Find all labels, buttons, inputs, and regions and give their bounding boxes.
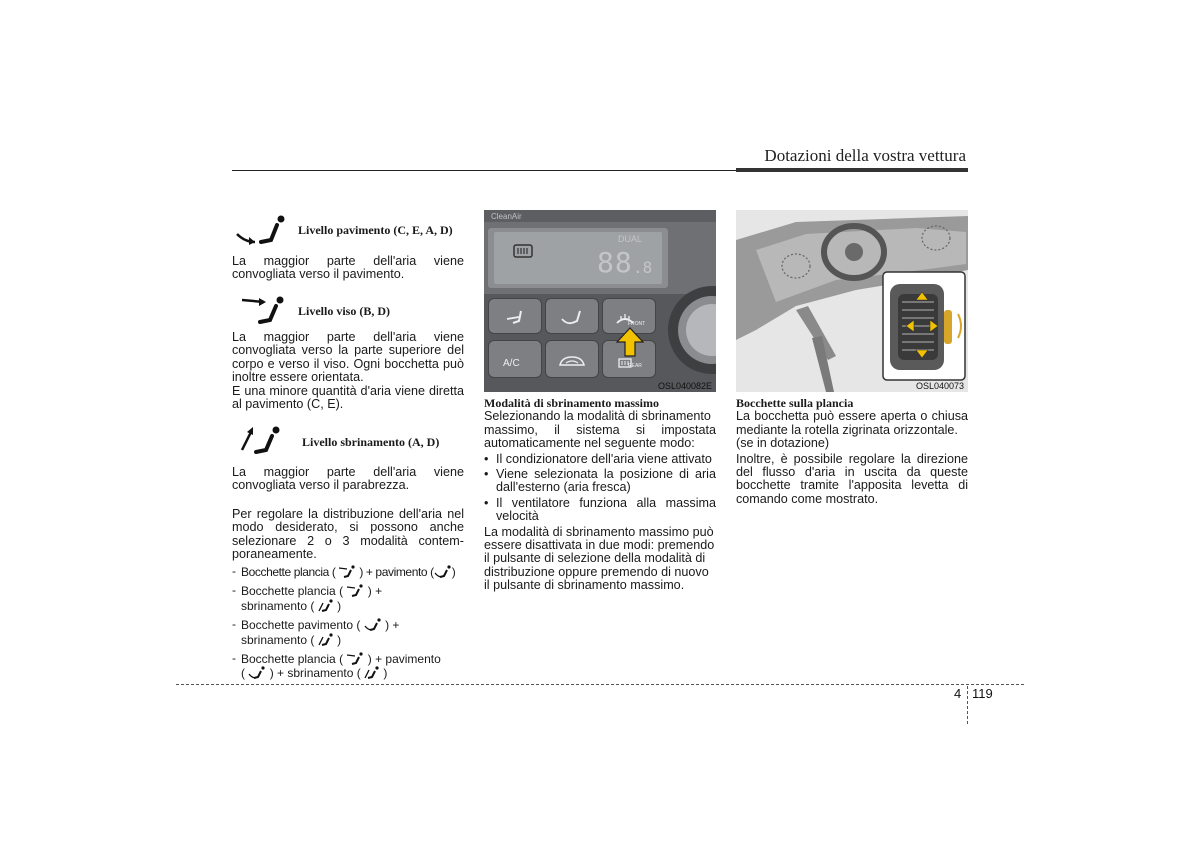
face-icon: [338, 565, 356, 579]
combo-list-item: [232, 652, 464, 681]
text-line: La modalità di sbrinamento massimo può: [484, 524, 714, 539]
max-defrost-heading: Modalità di sbrinamento massimo: [484, 396, 660, 410]
recirculation-button[interactable]: [545, 340, 599, 378]
face-icon: [346, 584, 364, 598]
temperature-display: 88: [597, 246, 633, 279]
text-line: • Viene selezionata la posizione di aria: [496, 467, 716, 482]
text-line: E una minore quantità d'aria viene diretta: [232, 383, 464, 398]
text-line: Selezionando la modalità di sbrinamento: [484, 409, 711, 424]
recirculation-icon: [546, 341, 598, 377]
header-rule-accent: [736, 168, 968, 172]
text-line: del flusso d'aria in uscita da queste: [736, 465, 968, 480]
page-number: 119: [972, 686, 993, 701]
floor-button-icon: [546, 299, 598, 333]
text-line: velocità: [496, 509, 539, 524]
face-mode-text: [232, 331, 464, 411]
temperature-decimal: .8: [633, 258, 653, 277]
front-label: FRONT: [628, 321, 646, 327]
text-line: distribuzione oppure premendo di nuovo: [484, 564, 709, 579]
text-line: inoltre essere orientata.: [232, 370, 364, 385]
figure-code: OSL040073: [915, 381, 964, 391]
face-mode-icon: [240, 294, 288, 331]
dashboard-vents-section: [736, 397, 968, 506]
list-item: [484, 468, 716, 495]
text-line: La bocchetta può essere aperta o chiusa: [736, 409, 968, 424]
text-line: dall'esterno (aria fresca): [496, 480, 631, 495]
list-text: Bocchette plancia (: [241, 584, 344, 599]
figure-code: OSL040082E: [657, 381, 712, 391]
text-line: poraneamente.: [232, 547, 317, 562]
list-text: ) + sbrinamento (: [269, 666, 361, 681]
combo-list-item: [232, 618, 464, 647]
chapter-number: 4: [954, 686, 962, 701]
dual-label: DUAL: [618, 234, 643, 244]
text-line: La maggior parte dell'aria viene: [232, 465, 464, 479]
footer-divider: [967, 686, 968, 724]
text-line: (se in dotazione): [736, 436, 830, 451]
list-text: ): [383, 666, 388, 681]
text-line: il pulsante di sbrinamento massimo.: [484, 578, 685, 593]
text-line: convogliata verso il parabrezza.: [232, 478, 410, 493]
text-line: mediante la rotella zigrinata orizzontale.: [736, 422, 958, 437]
floor-icon: [434, 565, 452, 579]
text-line: selezionare 2 o 3 modalità contem-: [232, 533, 464, 548]
list-text: ) +: [367, 584, 383, 599]
list-text: ) + pavimento: [367, 652, 441, 667]
combo-list-item: [232, 565, 464, 579]
list-text: Bocchette pavimento (: [241, 618, 361, 633]
text-line: corpo e verso il viso. Ogni bocchetta può: [232, 356, 464, 371]
face-icon: [346, 652, 364, 666]
floor-mode-button[interactable]: [545, 298, 599, 334]
rear-label: REAR: [628, 363, 642, 369]
rear-defrost-display-icon: [513, 243, 533, 264]
ac-label: A/C: [503, 358, 520, 369]
list-text: Bocchette plancia (: [241, 565, 336, 579]
face-mode-heading: Livello viso (B, D): [298, 304, 390, 318]
list-text: sbrinamento (: [241, 632, 315, 647]
text-line: Inoltre, è possibile regolare la direzione: [736, 451, 968, 466]
list-text: ): [337, 598, 342, 613]
face-mode-button[interactable]: [488, 298, 542, 334]
text-line: il pulsante di selezione della modalità di: [484, 551, 706, 566]
list-text: ): [337, 632, 342, 647]
defrost-icon: [318, 633, 334, 647]
defrost-mode-heading: Livello sbrinamento (A, D): [302, 435, 440, 449]
highlight-arrow: [616, 327, 644, 362]
text-line: massimo, il sistema si impostata: [484, 422, 716, 437]
text-line: modo desiderato, si possono anche: [232, 520, 464, 535]
floor-icon: [248, 666, 266, 680]
list-text: ) +: [385, 618, 400, 633]
page-header-title: Dotazioni della vostra vettura: [764, 146, 966, 165]
brand-label: CleanAir: [491, 212, 522, 221]
list-text: (: [241, 666, 245, 681]
combo-list-item: [232, 584, 464, 613]
text-line: • Il ventilatore funziona alla massima: [496, 495, 716, 510]
text-line: al pavimento (C, E).: [232, 397, 344, 412]
dashboard-vent-illustration: [736, 210, 968, 392]
face-button-icon: [489, 299, 541, 333]
defrost-icon: [364, 666, 380, 680]
text-line: La maggior parte dell'aria viene: [232, 330, 464, 344]
list-text: Bocchette plancia (: [241, 652, 344, 667]
list-item: • Il condizionatore dell'aria viene attivato: [484, 453, 716, 466]
defrost-mode-icon: [238, 422, 284, 463]
list-text: ): [451, 565, 456, 579]
text-line: convogliata verso il pavimento.: [232, 267, 405, 282]
text-line: bocchette tramite l'apposita levetta di: [736, 478, 968, 493]
floor-icon: [364, 618, 382, 632]
max-defrost-section: [484, 397, 716, 593]
defrost-icon: [318, 599, 334, 613]
text-line: La maggior parte dell'aria viene: [232, 254, 464, 268]
text-line: convogliata verso la parte superiore del: [232, 343, 464, 358]
list-item: [484, 497, 716, 524]
defrost-mode-text: [232, 466, 464, 493]
list-text: sbrinamento (: [241, 598, 315, 613]
combo-modes-text: [232, 508, 464, 562]
text-line: essere disattivata in due modi: premendo: [484, 538, 715, 553]
list-text: ) + pavimento (: [359, 565, 434, 579]
combo-list: [232, 565, 464, 681]
floor-mode-text: [232, 255, 464, 282]
dashboard-vents-heading: Bocchette sulla plancia: [736, 396, 854, 410]
footer-rule: [176, 684, 1024, 685]
text-line: automaticamente nel seguente modo:: [484, 436, 695, 451]
floor-mode-heading: Livello pavimento (C, E, A, D): [298, 223, 453, 237]
text-line: comando come mostrato.: [736, 491, 879, 506]
floor-mode-icon: [233, 214, 289, 253]
text-line: Per regolare la distribuzione dell'aria nel: [232, 507, 464, 521]
